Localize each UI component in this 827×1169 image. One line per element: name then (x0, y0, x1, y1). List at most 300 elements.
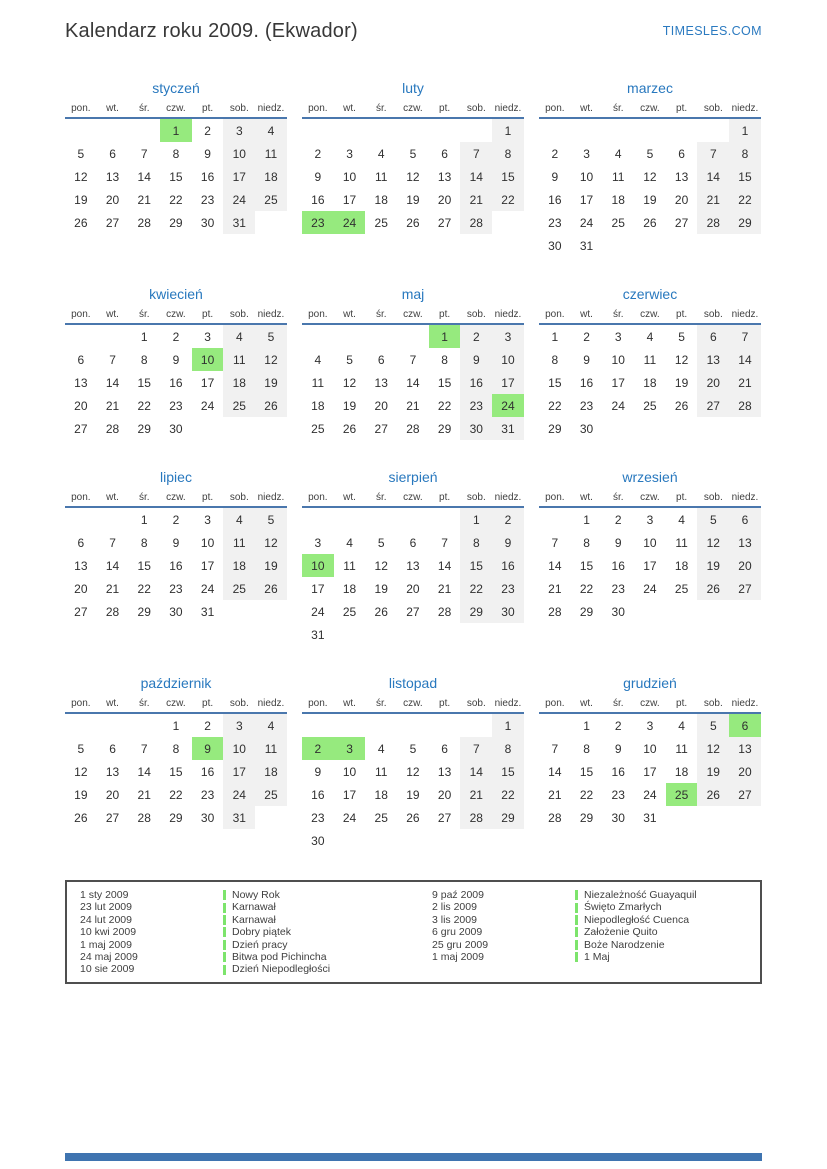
day-cell: 11 (223, 531, 255, 554)
day-cell: 12 (674, 352, 689, 367)
day-cell: 20 (374, 398, 388, 413)
weekday-header-row (302, 698, 524, 714)
week-row (539, 508, 761, 531)
day-cell: 21 (460, 188, 492, 211)
day-cell: 7 (109, 535, 116, 550)
day-cell: 17 (200, 558, 215, 573)
day-cell: 5 (697, 508, 729, 531)
legend-row (425, 939, 760, 951)
holiday-day-cell: 1 (429, 325, 461, 348)
day-cell: 16 (579, 375, 594, 390)
day-cell: 18 (342, 581, 357, 596)
day-cell: 2 (204, 123, 211, 138)
month-kwiecień (65, 286, 287, 440)
day-cell: 12 (406, 764, 420, 779)
page-title: Kalendarz roku 2009. (Ekwador) (65, 20, 358, 42)
week-row (539, 531, 761, 554)
day-cell: 7 (409, 352, 417, 367)
holiday-day-cell: 23 (302, 211, 334, 234)
weekday-label: śr. (612, 103, 624, 114)
week-row (539, 142, 761, 165)
day-cell: 22 (460, 577, 492, 600)
day-cell: 22 (579, 787, 594, 802)
day-cell: 30 (611, 604, 625, 619)
day-cell: 14 (697, 165, 729, 188)
empty-day-cell (492, 623, 524, 646)
weekday-label: sob. (466, 309, 486, 320)
day-cell: 8 (140, 535, 148, 550)
week-row (65, 371, 287, 394)
day-cell: 20 (437, 192, 452, 207)
empty-day-cell (634, 600, 666, 623)
legend-holiday-label: 1 Maj (584, 951, 610, 964)
legend-row (425, 951, 760, 963)
day-cell: 4 (255, 714, 287, 737)
day-cell: 29 (579, 604, 594, 619)
week-row (302, 714, 524, 737)
day-cell: 22 (137, 398, 151, 413)
day-cell: 13 (697, 348, 729, 371)
day-cell: 1 (551, 329, 559, 344)
day-cell: 6 (77, 352, 85, 367)
day-cell: 30 (492, 600, 524, 623)
day-cell: 3 (314, 535, 322, 550)
day-cell: 20 (406, 581, 420, 596)
weekday-label: pon. (308, 103, 328, 114)
legend-green-tick-icon (223, 927, 226, 937)
day-cell: 5 (346, 352, 353, 367)
day-cell: 11 (611, 169, 625, 184)
month-title: styczeń (152, 80, 200, 96)
month-title: lipiec (160, 469, 192, 485)
day-cell: 19 (697, 760, 729, 783)
empty-day-cell (666, 806, 698, 829)
weekday-label: pt. (676, 103, 688, 114)
day-cell: 8 (172, 146, 180, 161)
day-cell: 11 (643, 352, 657, 367)
day-cell: 19 (697, 554, 729, 577)
legend-holiday-name (575, 889, 697, 901)
weekday-label: sob. (229, 309, 249, 320)
day-cell: 29 (729, 211, 761, 234)
empty-day-cell (97, 714, 129, 737)
day-cell: 15 (169, 169, 183, 184)
day-cell: 18 (674, 764, 689, 779)
page-header (65, 20, 762, 54)
empty-day-cell (429, 508, 461, 531)
week-row (302, 623, 524, 646)
legend-holiday-label: Karnawał (232, 913, 276, 926)
day-cell: 2 (614, 718, 622, 733)
day-cell: 8 (140, 352, 148, 367)
day-cell: 5 (678, 329, 685, 344)
empty-day-cell (697, 234, 729, 257)
day-cell: 30 (579, 421, 594, 436)
week-row (539, 714, 761, 737)
legend-holiday-label: Założenie Quito (584, 926, 658, 939)
brand-link[interactable]: TIMESLES.COM (662, 24, 762, 38)
day-cell: 23 (169, 581, 183, 596)
legend-holiday-name (223, 901, 276, 913)
day-cell: 4 (223, 325, 255, 348)
day-cell: 28 (105, 604, 120, 619)
day-cell: 23 (200, 787, 215, 802)
day-cell: 10 (342, 764, 357, 779)
week-row (539, 394, 761, 417)
empty-day-cell (729, 234, 761, 257)
holiday-day-cell: 1 (160, 119, 192, 142)
week-row (302, 554, 524, 577)
day-cell: 12 (406, 169, 420, 184)
legend-green-tick-icon (575, 890, 578, 900)
weekday-label: pt. (439, 492, 451, 503)
legend-holiday-label: Nowy Rok (232, 889, 280, 901)
day-cell: 13 (105, 169, 120, 184)
weekday-label: niedz. (494, 698, 522, 709)
day-cell: 1 (172, 718, 180, 733)
day-cell: 12 (697, 531, 729, 554)
week-row (302, 783, 524, 806)
weekday-label: czw. (403, 309, 423, 320)
day-cell: 30 (169, 604, 183, 619)
legend-date: 10 sie 2009 (80, 963, 135, 976)
day-cell: 24 (223, 188, 255, 211)
empty-day-cell (460, 829, 492, 852)
week-row (65, 394, 287, 417)
day-cell: 21 (105, 581, 120, 596)
legend-holiday-label: Dzień pracy (232, 938, 288, 951)
day-cell: 28 (729, 394, 761, 417)
day-cell: 6 (409, 535, 417, 550)
week-row (302, 371, 524, 394)
empty-day-cell (334, 119, 366, 142)
empty-day-cell (365, 119, 397, 142)
legend-green-tick-icon (223, 940, 226, 950)
legend-row (425, 926, 760, 938)
empty-day-cell (365, 714, 397, 737)
day-cell: 14 (105, 558, 120, 573)
day-cell: 30 (460, 417, 492, 440)
weekday-label: sob. (229, 103, 249, 114)
day-cell: 28 (437, 604, 452, 619)
day-cell: 25 (311, 421, 325, 436)
day-cell: 6 (109, 146, 116, 161)
months-grid (65, 80, 761, 852)
day-cell: 24 (200, 398, 215, 413)
empty-day-cell (666, 600, 698, 623)
day-cell: 16 (311, 192, 325, 207)
day-cell: 8 (583, 741, 590, 756)
legend-green-tick-icon (223, 965, 226, 975)
day-cell: 7 (697, 142, 729, 165)
day-cell: 15 (579, 764, 594, 779)
month-marzec (539, 80, 761, 257)
day-cell: 21 (137, 787, 151, 802)
empty-day-cell (302, 508, 334, 531)
day-cell: 18 (374, 192, 388, 207)
week-row (65, 325, 287, 348)
day-cell: 4 (678, 718, 685, 733)
day-cell: 11 (675, 741, 688, 756)
empty-day-cell (397, 714, 429, 737)
day-cell: 31 (223, 806, 255, 829)
day-cell: 18 (255, 760, 287, 783)
empty-day-cell (365, 623, 397, 646)
empty-day-cell (365, 325, 397, 348)
day-cell: 15 (460, 554, 492, 577)
legend-column-right (425, 889, 760, 976)
day-cell: 14 (105, 375, 120, 390)
day-cell: 27 (697, 394, 729, 417)
week-row (539, 600, 761, 623)
day-cell: 9 (460, 348, 492, 371)
day-cell: 12 (374, 558, 388, 573)
day-cell: 8 (492, 142, 524, 165)
day-cell: 21 (460, 783, 492, 806)
day-cell: 20 (74, 581, 88, 596)
weekday-label: sob. (466, 103, 486, 114)
day-cell: 30 (200, 810, 215, 825)
empty-day-cell (65, 119, 97, 142)
day-cell: 17 (223, 760, 255, 783)
weekday-label: pon. (308, 309, 328, 320)
day-cell: 2 (614, 512, 622, 527)
day-cell: 16 (492, 554, 524, 577)
day-cell: 9 (204, 146, 211, 161)
day-cell: 1 (140, 512, 148, 527)
day-cell: 7 (140, 741, 148, 756)
day-cell: 10 (579, 169, 594, 184)
weekday-label: pt. (439, 309, 451, 320)
day-cell: 25 (374, 215, 388, 230)
weekday-label: pon. (308, 492, 328, 503)
day-cell: 3 (583, 146, 590, 161)
weekday-label: czw. (640, 492, 660, 503)
weekday-header-row (302, 309, 524, 325)
day-cell: 9 (492, 531, 524, 554)
week-row (302, 737, 524, 760)
empty-day-cell (539, 714, 571, 737)
week-row (65, 783, 287, 806)
day-cell: 6 (441, 741, 448, 756)
day-cell: 1 (492, 119, 524, 142)
day-cell: 9 (172, 352, 180, 367)
day-cell: 28 (137, 215, 151, 230)
day-cell: 2 (314, 146, 322, 161)
empty-day-cell (397, 119, 429, 142)
day-cell: 28 (460, 211, 492, 234)
day-cell: 12 (342, 375, 357, 390)
week-row (539, 325, 761, 348)
weekday-label: niedz. (731, 309, 759, 320)
month-title: grudzień (623, 675, 677, 691)
empty-day-cell (571, 119, 603, 142)
empty-day-cell (97, 325, 129, 348)
weekday-label: śr. (375, 698, 387, 709)
day-cell: 5 (77, 741, 85, 756)
day-cell: 26 (74, 810, 88, 825)
day-cell: 26 (674, 398, 689, 413)
day-cell: 1 (140, 329, 148, 344)
week-row (539, 417, 761, 440)
day-cell: 23 (169, 398, 183, 413)
day-cell: 18 (643, 375, 657, 390)
day-cell: 10 (342, 169, 357, 184)
week-row (539, 348, 761, 371)
legend-holiday-name (223, 939, 287, 951)
legend-green-tick-icon (575, 915, 578, 925)
week-row (65, 531, 287, 554)
day-cell: 14 (406, 375, 420, 390)
day-cell: 2 (460, 325, 492, 348)
day-cell: 16 (611, 558, 625, 573)
day-cell: 15 (579, 558, 594, 573)
day-cell: 25 (374, 810, 388, 825)
day-cell: 3 (492, 325, 524, 348)
week-row (539, 188, 761, 211)
day-cell: 25 (643, 398, 657, 413)
legend-date: 6 gru 2009 (432, 926, 483, 939)
weekday-label: śr. (375, 103, 387, 114)
weekday-label: pt. (676, 492, 688, 503)
month-sierpień (302, 469, 524, 646)
day-cell: 10 (223, 737, 255, 760)
week-row (65, 142, 287, 165)
day-cell: 27 (674, 215, 689, 230)
month-czerwiec (539, 286, 761, 440)
day-cell: 13 (105, 764, 120, 779)
day-cell: 12 (697, 737, 729, 760)
day-cell: 22 (169, 787, 183, 802)
weekday-label: pon. (308, 698, 328, 709)
day-cell: 5 (377, 535, 385, 550)
day-cell: 16 (460, 371, 492, 394)
weekday-label: niedz. (731, 492, 759, 503)
weekday-header-row (539, 698, 761, 714)
day-cell: 26 (255, 394, 287, 417)
weekday-header-row (539, 103, 761, 119)
empty-day-cell (697, 600, 729, 623)
weekday-header-row (65, 103, 287, 119)
weekday-label: pon. (71, 492, 91, 503)
weekday-header-row (65, 492, 287, 508)
day-cell: 16 (611, 764, 625, 779)
day-cell: 16 (200, 764, 215, 779)
week-row (65, 211, 287, 234)
empty-day-cell (460, 623, 492, 646)
day-cell: 20 (697, 371, 729, 394)
legend-holiday-label: Niezależność Guayaquil (584, 889, 697, 901)
legend-green-tick-icon (575, 903, 578, 913)
legend-green-tick-icon (223, 915, 226, 925)
day-cell: 27 (406, 604, 420, 619)
empty-day-cell (492, 211, 524, 234)
legend-green-tick-icon (223, 890, 226, 900)
weekday-label: sob. (466, 492, 486, 503)
day-cell: 29 (579, 810, 594, 825)
empty-day-cell (602, 417, 634, 440)
day-cell: 27 (437, 810, 452, 825)
day-cell: 8 (551, 352, 559, 367)
week-row (302, 211, 524, 234)
day-cell: 30 (169, 421, 183, 436)
week-row (65, 165, 287, 188)
weekday-label: pt. (439, 103, 451, 114)
day-cell: 25 (255, 783, 287, 806)
legend-holiday-label: Święto Zmarłych (584, 901, 662, 914)
day-cell: 14 (729, 348, 761, 371)
day-cell: 26 (342, 421, 357, 436)
month-maj (302, 286, 524, 440)
month-title: sierpień (388, 469, 438, 485)
empty-day-cell (255, 600, 287, 623)
week-row (539, 119, 761, 142)
day-cell: 20 (729, 554, 761, 577)
day-cell: 11 (675, 535, 688, 550)
weekday-label: niedz. (257, 309, 285, 320)
day-cell: 3 (204, 329, 211, 344)
weekday-header-row (539, 492, 761, 508)
day-cell: 4 (646, 329, 654, 344)
weekday-label: niedz. (257, 698, 285, 709)
weekday-label: pon. (545, 309, 565, 320)
day-cell: 5 (646, 146, 654, 161)
week-row (302, 165, 524, 188)
week-row (65, 806, 287, 829)
day-cell: 20 (437, 787, 452, 802)
day-cell: 21 (548, 581, 562, 596)
day-cell: 31 (200, 604, 215, 619)
day-cell: 4 (346, 535, 353, 550)
weekday-label: czw. (166, 103, 186, 114)
day-cell: 29 (169, 810, 183, 825)
legend-holiday-name (223, 889, 280, 901)
day-cell: 21 (105, 398, 120, 413)
weekday-label: sob. (703, 698, 723, 709)
day-cell: 16 (548, 192, 562, 207)
empty-day-cell (666, 417, 698, 440)
day-cell: 6 (109, 741, 116, 756)
weekday-label: czw. (166, 492, 186, 503)
day-cell: 7 (109, 352, 116, 367)
day-cell: 23 (611, 787, 625, 802)
week-row (65, 577, 287, 600)
empty-day-cell (65, 508, 97, 531)
day-cell: 25 (611, 215, 625, 230)
month-title: listopad (388, 675, 438, 691)
legend-holiday-label: Bitwa pod Pichincha (232, 951, 327, 964)
footer-bar (65, 1153, 762, 1161)
weekday-label: pt. (202, 309, 214, 320)
day-cell: 31 (643, 810, 657, 825)
week-row (302, 577, 524, 600)
day-cell: 15 (729, 165, 761, 188)
empty-day-cell (666, 119, 698, 142)
day-cell: 22 (492, 188, 524, 211)
week-row (65, 737, 287, 760)
day-cell: 19 (406, 192, 420, 207)
weekday-label: niedz. (494, 309, 522, 320)
day-cell: 23 (460, 394, 492, 417)
month-title: czerwiec (622, 286, 678, 302)
weekday-label: śr. (612, 698, 624, 709)
month-październik (65, 675, 287, 829)
legend-holiday-label: Boże Narodzenie (584, 938, 665, 951)
legend-holiday-name (575, 939, 665, 951)
legend-date: 25 gru 2009 (432, 938, 489, 951)
day-cell: 7 (551, 535, 559, 550)
day-cell: 30 (200, 215, 215, 230)
